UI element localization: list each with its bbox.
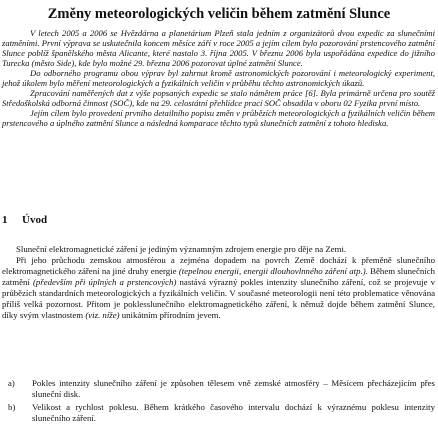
section-title: Úvod xyxy=(22,214,48,226)
body-text: nastává výrazný pokles intenzity slunečního záření, což se projevuje v průbězích standardních meteorologických a fyzikálních veličin. V současné meteorologii není této problematice věnována příliš velká pozornost. Přitom je poklesslunečního elektromagnetického záření, k němuž dojde během zatmění Slunce, díky svým vlastnostem xyxy=(2,277,436,320)
body-text: Při jeho průchodu zemskou atmosférou a zejména dopadem na povrch Země dochází k přeměně slunečního elektromagnetického záření na jiné druhy energie xyxy=(2,255,435,276)
section-number: 1 xyxy=(2,214,8,226)
list-marker: b) xyxy=(8,402,16,412)
body-text-italic: (tepelnou energii, energii dlouhovlnného záření atp.) xyxy=(178,266,366,276)
abstract-paragraph: V letech 2005 a 2006 se Hvězdárna a planetárium Plzeň stala jedním z organizátorů dvou expedic za slunečními zatměními. První výprava se uskutečnila koncem měsíce září v roce 2005 a jejím cílem bylo pozorování prstencového zatmění Slunce poblíž španělského města Alicante, které nastalo 3. října 2005. V březnu 2006 byla uspořádána expedice do jižního Turecka (město Side), kde bylo možné 29. března 2006 pozorovat úplné zatmění Slunce. xyxy=(2,28,435,68)
abstract-paragraph: Zpracování naměřených dat z výše popsaných expedic se stalo námětem práce [6]. Byla primárně určena pro soutěž Středoškolská odborná činnost (SOČ), kde na 29. celostátní přehlídce prací SOČ obsadila v oboru 02 Fyzika první místo. xyxy=(2,88,435,108)
body-paragraph: Sluneční elektromagnetické záření je jediným významným zdrojem energie pro děje na Zemi. xyxy=(16,244,347,254)
section-body xyxy=(2,244,435,321)
list-item-text: Pokles intenzity slunečního záření je způsoben tělesem vně zemské atmosféry – Měsícem přecházejícím přes sluneční disk. xyxy=(32,378,435,399)
body-paragraph xyxy=(2,255,435,321)
list-item xyxy=(2,402,435,424)
section-heading xyxy=(2,214,435,227)
enumerated-list xyxy=(2,378,435,426)
list-item xyxy=(2,378,435,400)
body-text-italic: (především při úplných a prstencových) xyxy=(32,277,177,287)
list-marker: a) xyxy=(8,378,15,388)
body-text: unikátním přírodním jevem. xyxy=(119,310,221,320)
paper-title: Změny meteorologických veličin během zatmění Slunce xyxy=(47,6,391,22)
body-text-italic: (viz. níže) xyxy=(85,310,120,320)
body-text: . Během slunečních zatmění xyxy=(2,266,435,287)
abstract xyxy=(2,28,435,128)
list-item-text: Velikost a rychlost poklesu. Během krátkého časového intervalu dochází k výraznému poklesu intenzity slunečního záření. xyxy=(32,402,435,423)
abstract-paragraph: Jejím cílem bylo provedení prvního detailního popisu změn v průbězích meteorologických a fyzikálních veličin během prstencového a úplného zatmění Slunce a následná komparace těchto typů slunečních zatmění z tohoto hlediska. xyxy=(2,108,435,128)
abstract-paragraph: Do odborného programu obou výprav byl zahrnut kromě astronomických pozorování i meteorologický experiment, jehož úkolem bylo měření meteorologických a fyzikálních veličin v průběhu těchto astronomických úkazů. xyxy=(2,68,435,88)
